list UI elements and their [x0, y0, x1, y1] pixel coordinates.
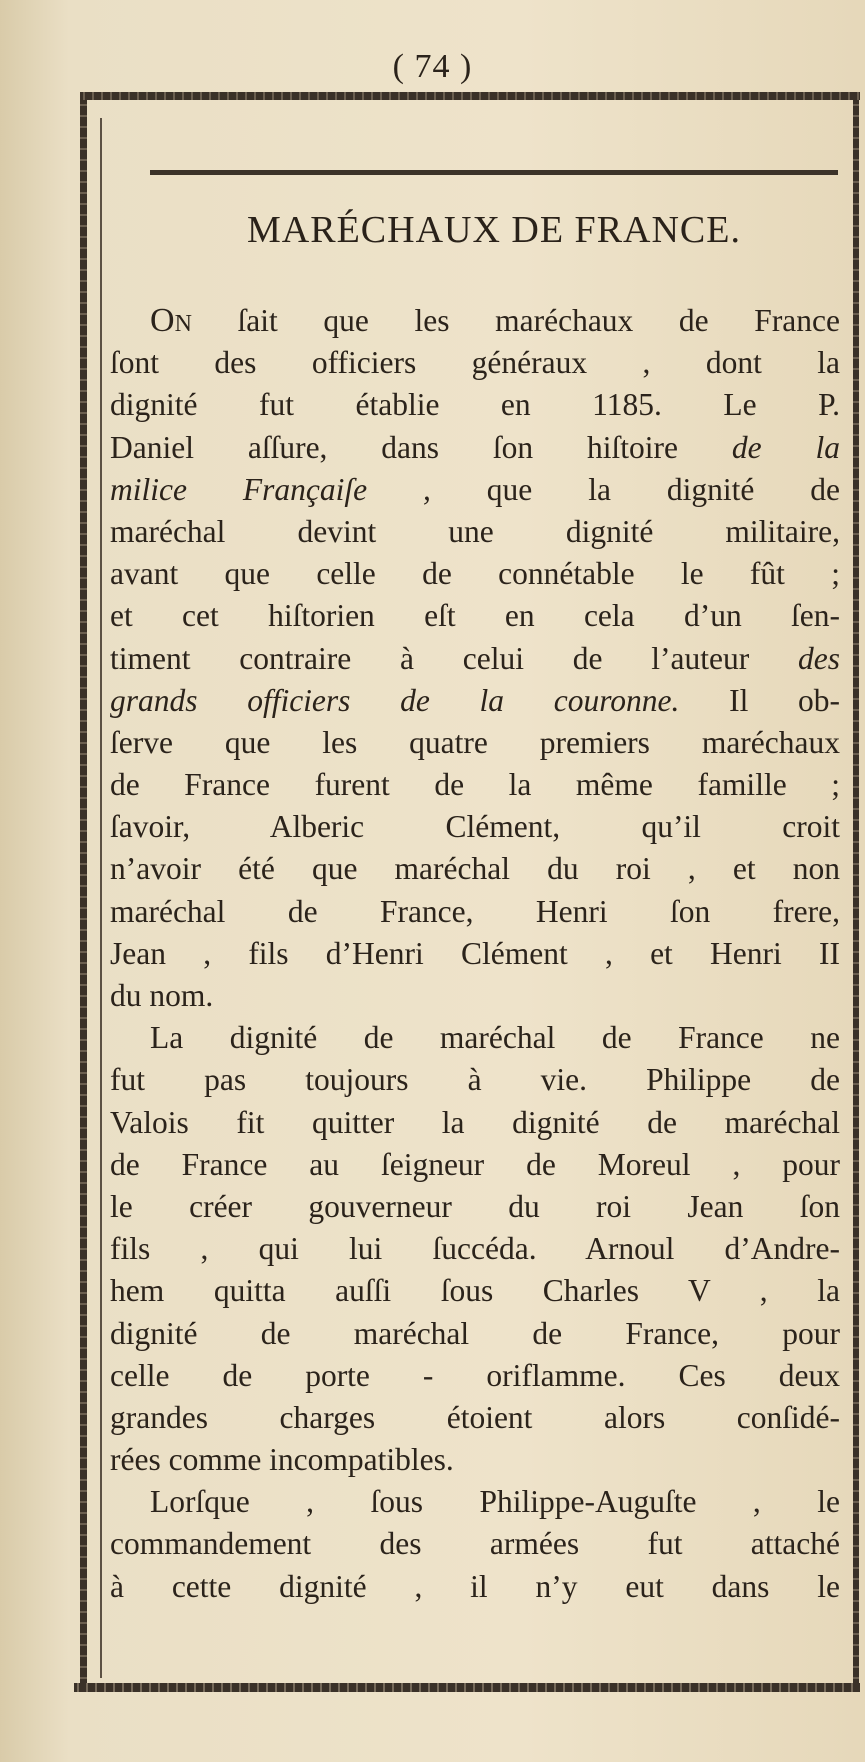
title-rule — [150, 170, 838, 175]
text-line: et cet hiſtorien eſt en cela d’un ſen- — [110, 598, 840, 634]
body-text — [110, 300, 840, 1608]
text-line: commandement des armées fut attaché — [110, 1526, 840, 1562]
text-line: rées comme incompatibles. — [110, 1442, 454, 1478]
text-line: Daniel aſſure, dans ſon hiſtoire de la — [110, 429, 840, 465]
text-line: fut pas toujours à vie. Philippe de — [110, 1062, 840, 1098]
text-line: Jean , fils d’Henri Clément , et Henri II — [110, 935, 840, 971]
text-line: de France furent de la même famille ; — [110, 767, 840, 803]
text-line: celle de porte - oriflamme. Ces deux — [110, 1357, 840, 1393]
text-line: du nom. — [110, 978, 214, 1013]
text-line: Valois fit quitter la dignité de maréchal — [110, 1104, 840, 1140]
text-line: maréchal de France, Henri ſon frere, — [110, 893, 840, 929]
text-line: dignité fut établie en 1185. Le P. — [110, 387, 840, 423]
text-line: ſavoir, Alberic Clément, qu’il croit — [110, 809, 840, 845]
text-line: avant que celle de connétable le fût ; — [110, 556, 840, 592]
text-line: de France au ſeigneur de Moreul , pour — [110, 1146, 840, 1182]
bottom-ornamental-rule — [74, 1683, 860, 1692]
text-line: grands officiers de la couronne. Il ob- — [110, 682, 840, 718]
text-line: n’avoir été que maréchal du roi , et non — [110, 851, 840, 887]
text-line: ſerve que les quatre premiers maréchaux — [110, 724, 840, 760]
text-line: milice Françaiſe , que la dignité de — [110, 471, 840, 507]
text-line: le créer gouverneur du roi Jean ſon — [110, 1188, 840, 1224]
text-line: La dignité de maréchal de France ne — [150, 1020, 840, 1056]
top-ornamental-rule — [80, 92, 860, 100]
text-line: fils , qui lui ſuccéda. Arnoul d’Andre- — [110, 1231, 840, 1267]
text-line: ſont des officiers généraux , dont la — [110, 345, 840, 381]
text-line: dignité de maréchal de France, pour — [110, 1315, 840, 1351]
text-line: timent contraire à celui de l’auteur des — [110, 640, 840, 676]
right-frame-border — [853, 100, 859, 1683]
text-line: maréchal devint une dignité militaire, — [110, 513, 840, 549]
left-frame-border — [80, 100, 87, 1683]
text-line: ON ſait que les maréchaux de France — [150, 302, 840, 339]
text-line: à cette dignité , il n’y eut dans le — [110, 1568, 840, 1604]
page-number: ( 74 ) — [392, 48, 473, 85]
left-inner-rule — [100, 118, 102, 1678]
text-line: grandes charges étoient alors conſidé- — [110, 1399, 840, 1435]
text-line: Lorſque , ſous Philippe-Auguſte , le — [150, 1484, 840, 1520]
section-title: MARÉCHAUX DE FRANCE. — [247, 209, 741, 251]
text-line: hem quitta auſſi ſous Charles V , la — [110, 1273, 840, 1309]
